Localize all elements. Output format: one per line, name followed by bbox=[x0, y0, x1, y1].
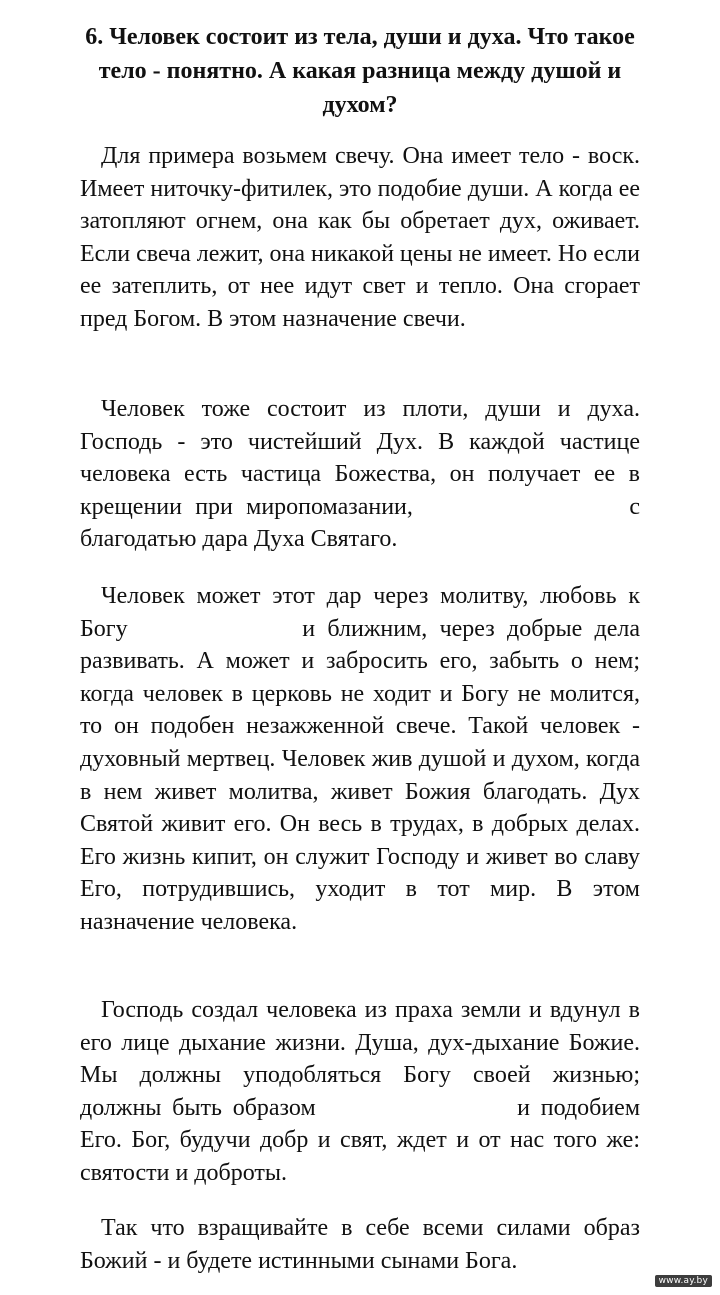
paragraph-text-part: и ближним, через добрые дела развивать. А может и забросить его, забыть о нем; когда человек в церковь не ходит и Богу не молится, то он подобен незажженной свече. Такой человек - духовный мертвец. Человек жив душой и духом, когда в нем живет молитва, живет Божия благодать. Дух Святой живит его. Он весь в трудах, в добрых делах. Его жизнь кипит, он служит Господу и живет во славу Его, потрудившись, уходит в тот мир. В этом назначение человека. bbox=[80, 615, 641, 935]
paragraph-human-composition bbox=[80, 393, 640, 556]
paragraph-text-part: Человек тоже состоит из плоти, души и духа. Господь - это чистейший Дух. В каждой частице человека есть частица Божества, он получает ее в крещении при миропомазании, bbox=[80, 396, 640, 520]
paragraph-creation bbox=[80, 994, 640, 1190]
paragraph-gift bbox=[80, 580, 640, 939]
paragraph-text-part: Человек может этот дар через молитву, любовь к Богу bbox=[80, 583, 640, 642]
watermark-label: www.ay.by bbox=[655, 1275, 712, 1287]
paragraph-text-part: с благодатью дара Духа Святаго. bbox=[80, 493, 641, 553]
paragraph-conclusion: Так что взращивайте в себе всеми силами образ Божий - и будете истинными сынами Бога. bbox=[80, 1215, 640, 1274]
paragraph-candle: Для примера возьмем свечу. Она имеет тело - воск. Имеет ниточку-фитилек, это подобие души. А когда ее затопляют огнем, она как бы обретает дух, оживает. Если свеча лежит, она никакой цены не имеет. Но если ее затеплить, от нее идут свет и тепло. Она сгорает пред Богом. В этом назначение свечи. bbox=[80, 143, 640, 332]
paragraph-text-part: Господь создал человека из праха земли и вдунул в его лице дыхание жизни. Душа, дух-дыхание Божие. Мы должны уподобляться Богу своей жизнью; должны быть образом bbox=[80, 997, 640, 1121]
question-heading: 6. Человек состоит из тела, души и духа. Что такое тело - понятно. А какая разница между душой и духом? bbox=[85, 24, 635, 118]
paragraph-text-part: и подобием Его. Бог, будучи добр и свят, ждет и от нас того же: святости и доброты. bbox=[80, 1094, 641, 1186]
